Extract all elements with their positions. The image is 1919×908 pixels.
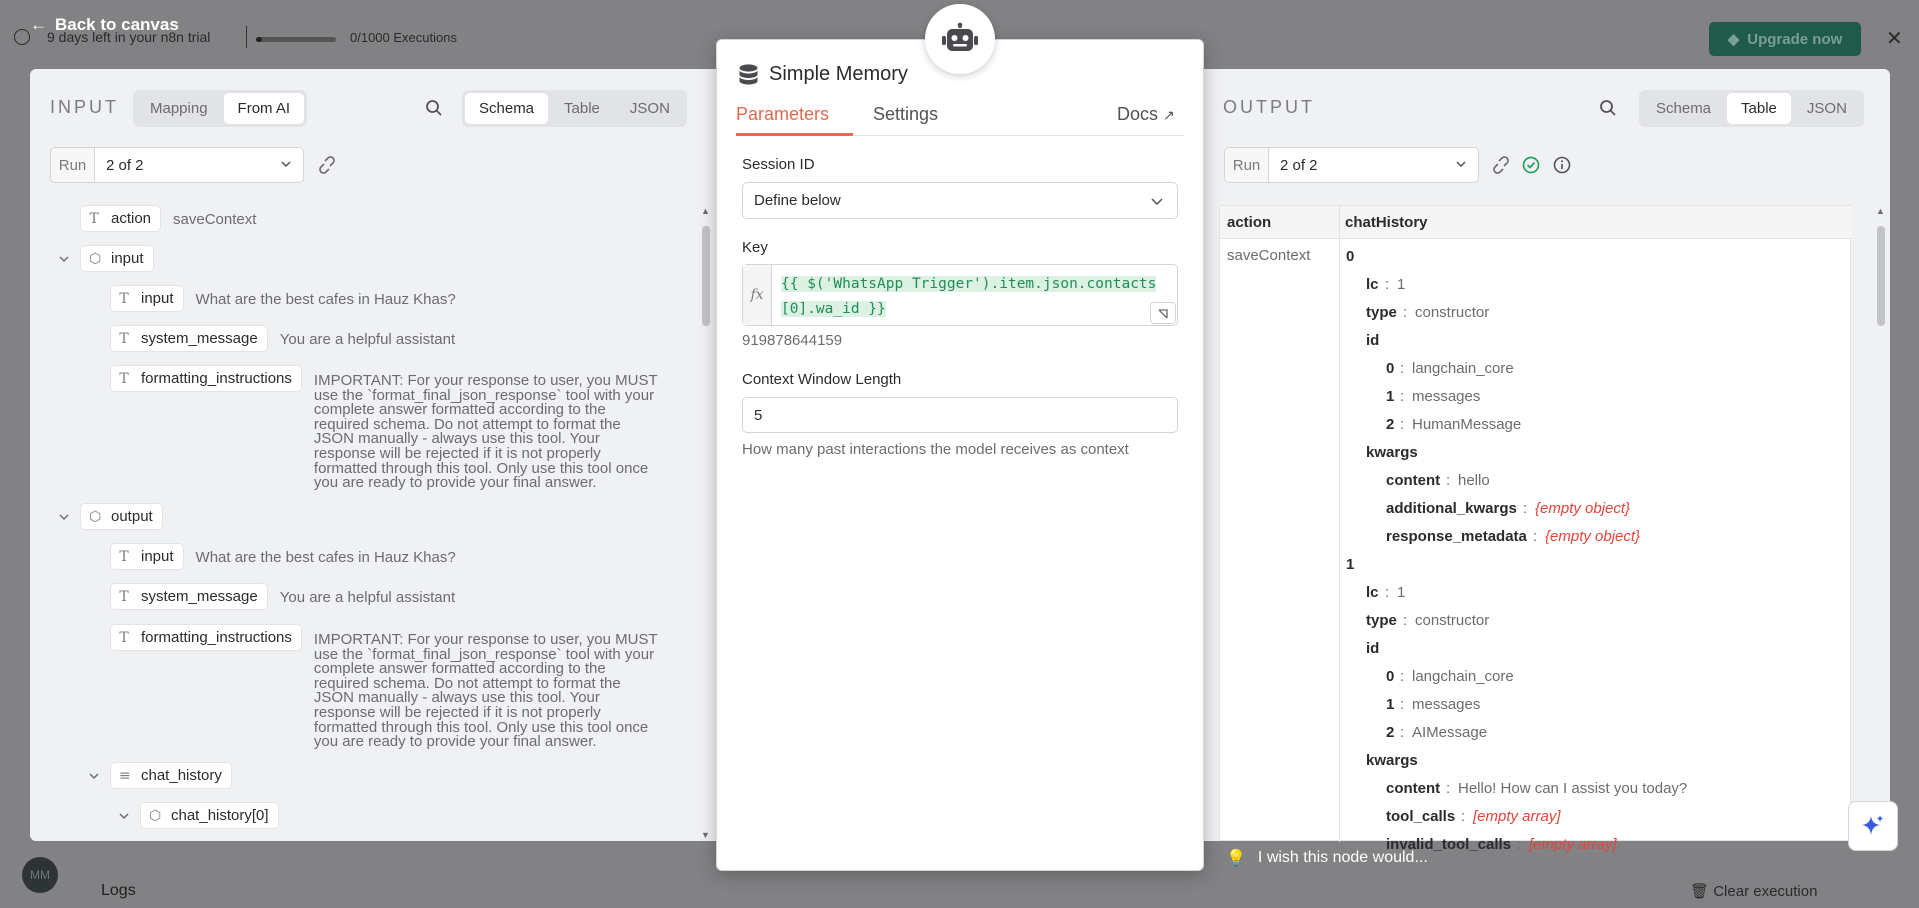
scrollbar-thumb[interactable]: [1877, 226, 1885, 326]
output-value: langchain_core: [1412, 360, 1514, 377]
view-table[interactable]: Table: [1727, 93, 1791, 124]
schema-row: [110, 543, 456, 570]
database-icon: [739, 64, 758, 86]
context-window-input[interactable]: [742, 397, 1178, 433]
output-key: content: [1386, 472, 1441, 489]
back-to-canvas-link[interactable]: [30, 15, 179, 35]
output-separator: :: [1400, 360, 1405, 377]
key-expression-input[interactable]: [742, 264, 1178, 326]
output-empty-value: [empty array]: [1529, 836, 1617, 853]
schema-key-pill[interactable]: [110, 285, 184, 312]
feedback-prompt[interactable]: [1226, 848, 1428, 868]
output-key: 2: [1386, 724, 1395, 741]
view-table[interactable]: Table: [564, 100, 600, 117]
docs-link[interactable]: [1117, 104, 1175, 125]
upgrade-label: Upgrade now: [1747, 30, 1843, 48]
output-separator: :: [1400, 416, 1405, 433]
output-title: OUTPUT: [1223, 97, 1315, 117]
schema-key-pill[interactable]: [140, 802, 279, 829]
column-divider: [1339, 206, 1340, 842]
output-value: Hello! How can I assist you today?: [1458, 780, 1688, 797]
node-title[interactable]: Simple Memory: [769, 63, 908, 85]
output-separator: :: [1385, 276, 1390, 293]
arrow-left-icon: ←: [30, 15, 47, 34]
key-expression-line: {{ $('WhatsApp Trigger').item.json.contacts: [781, 276, 1157, 292]
schema-key-pill[interactable]: [110, 365, 302, 392]
info-icon: [14, 29, 30, 45]
output-value: messages: [1412, 388, 1481, 405]
output-separator: :: [1385, 584, 1390, 601]
object-type-icon: ⬡: [89, 508, 102, 525]
text-type-icon: T: [119, 548, 129, 565]
output-separator: :: [1400, 724, 1405, 741]
text-type-icon: T: [119, 588, 129, 605]
key-expression[interactable]: [781, 272, 1173, 322]
chevron-down-icon: [1151, 196, 1163, 206]
chevron-down-icon[interactable]: [119, 811, 129, 821]
context-window-label: Context Window Length: [742, 371, 902, 388]
output-key: 1: [1346, 556, 1355, 573]
view-json[interactable]: JSON: [629, 100, 670, 117]
run-value: [1269, 148, 1478, 182]
schema-key: chat_history: [141, 767, 222, 784]
feedback-text: I wish this node would...: [1257, 849, 1428, 866]
executions-progress: [256, 37, 336, 42]
schema-row: [110, 365, 664, 491]
output-value: 1: [1397, 584, 1406, 601]
chevron-down-icon[interactable]: [59, 512, 69, 522]
schema-key: system_message: [141, 330, 258, 347]
output-separator: :: [1517, 836, 1522, 853]
mode-mapping[interactable]: Mapping: [150, 100, 208, 117]
text-type-icon: T: [119, 629, 129, 646]
output-key: id: [1366, 640, 1380, 657]
schema-key: formatting_instructions: [141, 370, 292, 387]
trial-text: 9 days left in your n8n trial: [47, 29, 211, 45]
schema-row: [110, 583, 455, 610]
key-label: Key: [742, 239, 768, 256]
close-icon[interactable]: ✕: [1886, 28, 1903, 50]
link-runs-icon[interactable]: [318, 156, 336, 174]
run-label: Run: [1225, 148, 1269, 182]
docs-label: Docs: [1117, 104, 1159, 124]
schema-key: system_message: [141, 588, 258, 605]
output-separator: :: [1400, 668, 1405, 685]
output-scrollbar[interactable]: [1875, 206, 1885, 840]
scroll-up-icon[interactable]: ▲: [1876, 206, 1885, 216]
schema-key: chat_history[0]: [171, 807, 269, 824]
input-view-toggle: [462, 90, 687, 127]
run-value: [95, 148, 303, 182]
divider: [246, 26, 247, 48]
schema-key: input: [111, 250, 144, 267]
schema-value: You are a helpful assistant: [279, 331, 456, 348]
schema-key-pill[interactable]: [80, 503, 163, 530]
ai-assistant-button[interactable]: [1848, 801, 1898, 851]
object-type-icon: ⬡: [89, 250, 102, 267]
output-key: lc: [1366, 584, 1379, 601]
text-type-icon: T: [89, 210, 99, 227]
external-link-icon: ↗: [1163, 107, 1175, 123]
output-key: lc: [1366, 276, 1379, 293]
column-header-action[interactable]: action: [1220, 206, 1339, 239]
tab-parameters[interactable]: Parameters: [736, 104, 830, 124]
avatar[interactable]: MM: [22, 857, 58, 893]
output-key: tool_calls: [1386, 808, 1456, 825]
node-tabs: [736, 104, 1184, 136]
view-schema[interactable]: Schema: [1656, 100, 1712, 117]
tab-settings[interactable]: Settings: [873, 104, 939, 124]
schema-row: [110, 285, 456, 312]
output-value: constructor: [1415, 304, 1490, 321]
link-runs-icon[interactable]: [1492, 156, 1510, 174]
schema-value: What are the best cafes in Hauz Khas?: [195, 291, 456, 308]
output-key: response_metadata: [1386, 528, 1527, 545]
chevron-down-icon: [281, 159, 291, 169]
schema-row: [110, 325, 455, 352]
output-separator: :: [1403, 304, 1408, 321]
run-value-text: 2 of 2: [1280, 156, 1318, 174]
schema-key-pill[interactable]: [110, 762, 232, 789]
schema-key: input: [141, 548, 174, 565]
output-separator: :: [1523, 500, 1528, 517]
run-label: Run: [51, 148, 95, 182]
output-key: additional_kwargs: [1386, 500, 1517, 517]
session-id-label: Session ID: [742, 156, 815, 173]
schema-value: IMPORTANT: For your response to user, you MUST use the `format_final_json_response` tool with your complete answer formatted according to the required schema. Do not attempt to format the JSON manually - always use this tool. Your response will be rejected if it is not properly formatted through this tool. Only use this tool once you are ready to provide your final answer.: [313, 372, 658, 492]
output-key: 0: [1386, 668, 1395, 685]
output-value: 1: [1397, 276, 1406, 293]
schema-value: What are the best cafes in Hauz Khas?: [195, 549, 456, 566]
output-key: kwargs: [1366, 752, 1418, 769]
session-id-select[interactable]: [742, 182, 1178, 219]
output-separator: :: [1400, 388, 1405, 405]
schema-value: You are a helpful assistant: [279, 589, 456, 606]
schema-row: [80, 245, 154, 272]
output-value: langchain_core: [1412, 668, 1514, 685]
sparkle-icon: [1860, 813, 1886, 839]
lightbulb-icon: 💡: [1226, 850, 1246, 867]
output-value: hello: [1458, 472, 1490, 489]
search-icon[interactable]: [425, 99, 443, 117]
text-type-icon: T: [119, 290, 129, 307]
scroll-up-icon[interactable]: ▲: [701, 206, 710, 216]
context-window-hint: How many past interactions the model receives as context: [742, 441, 1129, 458]
input-mode-toggle: [133, 90, 307, 127]
schema-key-pill[interactable]: [110, 624, 302, 651]
context-window-value: 5: [754, 406, 763, 424]
output-key: id: [1366, 332, 1380, 349]
schema-key-pill[interactable]: [110, 325, 268, 352]
view-json[interactable]: JSON: [1806, 100, 1847, 117]
active-tab-indicator: [736, 133, 853, 136]
output-value: AIMessage: [1412, 724, 1488, 741]
output-table: [1219, 205, 1851, 853]
back-to-canvas-label: Back to canvas: [55, 15, 179, 34]
key-expression-line: [0].wa_id }}: [781, 301, 886, 317]
logs-label[interactable]: Logs: [101, 882, 136, 899]
output-separator: :: [1533, 528, 1538, 545]
logs-bar: [0, 868, 1919, 908]
schema-key-pill[interactable]: [80, 205, 161, 232]
output-value: constructor: [1415, 612, 1490, 629]
list-type-icon: ≡: [119, 767, 131, 784]
schema-row: [110, 762, 232, 789]
schema-value: IMPORTANT: For your response to user, you MUST use the `format_final_json_response` tool with your complete answer formatted according to the required schema. Do not attempt to format the JSON manually - always use this tool. Your response will be rejected if it is not properly formatted through this tool. Only use this tool once you are ready to provide your final answer.: [313, 631, 658, 751]
view-schema[interactable]: Schema: [465, 93, 548, 124]
output-key: type: [1366, 304, 1397, 321]
input-title: INPUT: [50, 97, 119, 117]
output-key: invalid_tool_calls: [1386, 836, 1512, 853]
output-key: content: [1386, 780, 1441, 797]
schema-key-pill[interactable]: [80, 245, 154, 272]
text-type-icon: T: [119, 330, 129, 347]
gem-icon: ◆: [1727, 31, 1740, 48]
schema-row: [140, 802, 279, 829]
schema-row: [80, 205, 256, 232]
output-separator: :: [1446, 780, 1451, 797]
run-value-text: 2 of 2: [106, 156, 144, 174]
expand-editor-icon[interactable]: [1150, 302, 1176, 324]
chevron-down-icon[interactable]: [59, 254, 69, 264]
output-key: 1: [1386, 696, 1395, 713]
schema-key-pill[interactable]: [110, 583, 268, 610]
output-key: 1: [1386, 388, 1395, 405]
mode-from-ai[interactable]: From AI: [224, 93, 305, 124]
schema-key: input: [141, 290, 174, 307]
node-badge: [925, 4, 995, 74]
executions-count: 0/1000 Executions: [350, 30, 457, 45]
output-separator: :: [1461, 808, 1466, 825]
info-icon[interactable]: [1553, 156, 1571, 174]
output-empty-value: {empty object}: [1535, 500, 1631, 517]
output-separator: :: [1400, 696, 1405, 713]
chevron-down-icon: [1456, 159, 1466, 169]
output-key: type: [1366, 612, 1397, 629]
output-empty-value: {empty object}: [1545, 528, 1641, 545]
object-type-icon: ⬡: [149, 807, 162, 824]
upgrade-button[interactable]: [1709, 22, 1861, 56]
output-value: HumanMessage: [1412, 416, 1522, 433]
session-id-value: Define below: [754, 192, 841, 209]
output-view-toggle: [1639, 90, 1864, 127]
output-key: 0: [1386, 360, 1395, 377]
chevron-down-icon[interactable]: [89, 771, 99, 781]
output-key: kwargs: [1366, 444, 1418, 461]
output-key: 0: [1346, 248, 1355, 265]
input-run-select[interactable]: [50, 147, 304, 183]
success-check-icon: [1522, 156, 1540, 174]
schema-key-pill[interactable]: [110, 543, 184, 570]
output-value: messages: [1412, 696, 1481, 713]
output-separator: :: [1403, 612, 1408, 629]
scroll-down-icon[interactable]: ▼: [701, 830, 710, 840]
scrollbar-thumb[interactable]: [702, 226, 710, 326]
input-scrollbar[interactable]: [700, 206, 710, 840]
robot-icon: [942, 23, 978, 55]
table-cell-action: saveContext: [1227, 247, 1311, 264]
output-key: 2: [1386, 416, 1395, 433]
column-header-chathistory[interactable]: chatHistory: [1340, 206, 1852, 239]
fx-icon: fx: [743, 265, 772, 325]
output-empty-value: [empty array]: [1473, 808, 1561, 825]
key-resolved-value: 919878644159: [742, 332, 843, 349]
text-type-icon: T: [119, 370, 129, 387]
schema-key: action: [111, 210, 152, 227]
search-icon[interactable]: [1599, 99, 1617, 117]
schema-value: saveContext: [173, 211, 257, 228]
clear-execution-label: Clear execution: [1713, 883, 1818, 900]
schema-row: [80, 503, 163, 530]
clear-execution-button[interactable]: 🗑 Clear execution: [1690, 883, 1818, 900]
output-run-select[interactable]: [1224, 147, 1479, 183]
output-separator: :: [1446, 472, 1451, 489]
schema-key: output: [111, 508, 153, 525]
schema-key: formatting_instructions: [141, 629, 292, 646]
schema-row: [110, 624, 664, 750]
